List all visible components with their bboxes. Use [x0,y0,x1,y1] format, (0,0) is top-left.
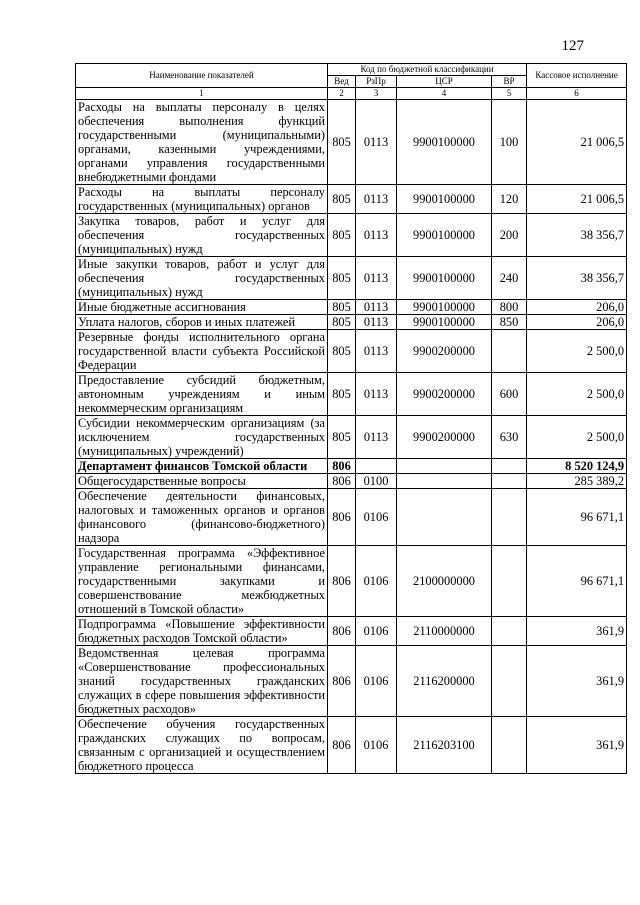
row-csr: 9900200000 [397,373,492,416]
table-row [76,185,627,214]
row-amount: 2 500,0 [527,373,627,416]
row-csr [397,489,492,546]
table-row [76,214,627,257]
row-vr: 850 [492,315,527,330]
table-row [76,617,627,646]
row-rzpr: 0113 [356,416,397,459]
table-row [76,330,627,373]
col-number: 6 [527,88,627,100]
table-row [76,546,627,617]
row-name: Иные закупки товаров, работ и услуг для обеспечения государственных (муниципальных) нужд [76,257,328,300]
row-name: Подпрограмма «Повышение эффективности бюджетных расходов Томской области» [76,617,328,646]
row-vr [492,617,527,646]
row-csr: 9900100000 [397,300,492,315]
row-vr: 240 [492,257,527,300]
row-ved: 806 [328,459,356,474]
row-name: Департамент финансов Томской области [76,459,328,474]
col-number: 3 [356,88,397,100]
table-row [76,489,627,546]
row-ved: 806 [328,617,356,646]
row-amount: 2 500,0 [527,330,627,373]
row-vr [492,489,527,546]
row-ved: 806 [328,646,356,717]
row-csr [397,459,492,474]
row-vr: 600 [492,373,527,416]
row-amount: 38 356,7 [527,214,627,257]
row-name: Ведомственная целевая программа «Совершенствование профессиональных знаний государственных гражданских служащих в сфере повышения эффективности бюджетных расходов» [76,646,328,717]
row-name: Иные бюджетные ассигнования [76,300,328,315]
row-csr: 9900100000 [397,214,492,257]
table-row [76,315,627,330]
row-name: Уплата налогов, сборов и иных платежей [76,315,328,330]
budget-table [75,63,627,774]
row-ved: 805 [328,214,356,257]
row-ved: 805 [328,185,356,214]
row-csr: 9900200000 [397,330,492,373]
row-ved: 806 [328,474,356,489]
row-csr: 9900100000 [397,257,492,300]
row-amount: 361,9 [527,646,627,717]
row-csr: 2110000000 [397,617,492,646]
row-amount: 96 671,1 [527,489,627,546]
row-csr [397,474,492,489]
row-rzpr: 0106 [356,546,397,617]
col-number: 4 [397,88,492,100]
row-rzpr: 0100 [356,474,397,489]
row-vr [492,474,527,489]
row-rzpr [356,459,397,474]
row-ved: 805 [328,257,356,300]
col-number: 1 [76,88,328,100]
row-ved: 805 [328,416,356,459]
row-amount: 361,9 [527,617,627,646]
row-csr: 9900100000 [397,100,492,185]
row-rzpr: 0113 [356,300,397,315]
row-amount: 38 356,7 [527,257,627,300]
row-vr: 100 [492,100,527,185]
table-row [76,257,627,300]
row-csr: 9900200000 [397,416,492,459]
header-name: Наименование показателей [76,64,328,88]
row-csr: 2116200000 [397,646,492,717]
header-cash: Кассовое исполнение [527,64,627,88]
row-rzpr: 0106 [356,489,397,546]
row-vr: 800 [492,300,527,315]
row-name: Обеспечение деятельности финансовых, налоговых и таможенных органов и органов финансового (финансово-бюджетного) надзора [76,489,328,546]
table-row [76,474,627,489]
row-rzpr: 0113 [356,257,397,300]
row-ved: 805 [328,330,356,373]
row-csr: 9900100000 [397,185,492,214]
row-vr [492,459,527,474]
row-ved: 806 [328,489,356,546]
row-csr: 2100000000 [397,546,492,617]
row-amount: 361,9 [527,717,627,774]
row-amount: 8 520 124,9 [527,459,627,474]
row-vr [492,717,527,774]
header-csr: ЦСР [397,76,492,88]
header-rzpr: РзПр [356,76,397,88]
row-csr: 9900100000 [397,315,492,330]
col-number: 5 [492,88,527,100]
row-name: Резервные фонды исполнительного органа государственной власти субъекта Российской Федерации [76,330,328,373]
row-rzpr: 0113 [356,185,397,214]
row-name: Расходы на выплаты персоналу государственных (муниципальных) органов [76,185,328,214]
row-ved: 805 [328,100,356,185]
row-ved: 806 [328,546,356,617]
row-vr: 120 [492,185,527,214]
row-name: Закупка товаров, работ и услуг для обеспечения государственных (муниципальных) нужд [76,214,328,257]
table-row [76,373,627,416]
row-rzpr: 0113 [356,315,397,330]
row-amount: 21 006,5 [527,100,627,185]
row-ved: 805 [328,315,356,330]
table-row [76,646,627,717]
column-number-row [76,88,627,100]
row-amount: 206,0 [527,300,627,315]
row-amount: 285 389,2 [527,474,627,489]
row-rzpr: 0106 [356,646,397,717]
row-ved: 806 [328,717,356,774]
row-name: Расходы на выплаты персоналу в целях обеспечения выполнения функций государственными (муниципальными) органами, казенными учреждениями, органами управления государственными внебюджетными фондами [76,100,328,185]
row-rzpr: 0113 [356,100,397,185]
header-vr: ВР [492,76,527,88]
header-ved: Вед [328,76,356,88]
row-vr: 630 [492,416,527,459]
row-rzpr: 0106 [356,717,397,774]
row-amount: 206,0 [527,315,627,330]
table-row [76,459,627,474]
col-number: 2 [328,88,356,100]
row-rzpr: 0106 [356,617,397,646]
table-row [76,717,627,774]
row-vr [492,546,527,617]
row-rzpr: 0113 [356,373,397,416]
row-rzpr: 0113 [356,214,397,257]
row-name: Государственная программа «Эффективное управление региональными финансами, государственными закупками и совершенствование межбюджетных отношений в Томской области» [76,546,328,617]
row-ved: 805 [328,373,356,416]
row-vr [492,330,527,373]
row-amount: 96 671,1 [527,546,627,617]
row-vr [492,646,527,717]
table-row [76,100,627,185]
row-amount: 21 006,5 [527,185,627,214]
row-name: Обеспечение обучения государственных гражданских служащих по вопросам, связанным с организацией и осуществлением бюджетного процесса [76,717,328,774]
row-ved: 805 [328,300,356,315]
row-name: Предоставление субсидий бюджетным, автономным учреждениям и иным некоммерческим организациям [76,373,328,416]
header-code-group: Код по бюджетной классификации [328,64,527,76]
page-number: 127 [561,38,584,54]
row-name: Субсидии некоммерческим организациям (за исключением государственных (муниципальных) учреждений) [76,416,328,459]
header-row-1 [76,64,627,76]
row-vr: 200 [492,214,527,257]
table-row [76,416,627,459]
table-row [76,300,627,315]
row-csr: 2116203100 [397,717,492,774]
row-name: Общегосударственные вопросы [76,474,328,489]
row-rzpr: 0113 [356,330,397,373]
row-amount: 2 500,0 [527,416,627,459]
